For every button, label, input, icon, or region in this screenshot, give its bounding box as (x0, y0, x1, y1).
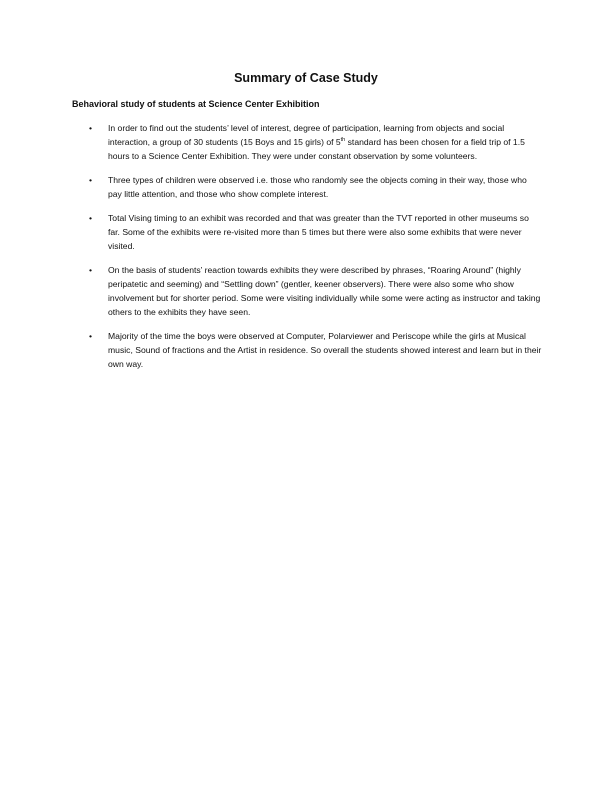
bullet-icon: • (89, 331, 93, 341)
bullet-text-part: standard has been chosen for a field trip of 1.5 hours to a Science Center Exhibition. They were under constant observation by some volunteers. (108, 137, 525, 161)
bullet-icon: • (89, 175, 93, 185)
bullet-icon: • (89, 123, 93, 133)
bullet-text: Majority of the time the boys were observed at Computer, Polarviewer and Periscope while the girls at Musical music, Sound of fractions and the Artist in residence. So overall the students showed interest and learn but in their own way. (108, 331, 542, 369)
bullet-text: Three types of children were observed i.e. those who randomly see the objects coming in their way, those who pay little attention, and those who show complete interest. (108, 175, 527, 199)
bullet-icon: • (89, 213, 93, 223)
list-item (72, 329, 542, 371)
bullet-list (72, 121, 542, 381)
bullet-icon: • (89, 265, 93, 275)
bullet-text: On the basis of students’ reaction towards exhibits they were described by phrases, “Roaring Around” (highly peripatetic and seeming) and “Settling down” (gentler, keener observers). There were also some who show involvement but for shorter period. Some were visiting individually while some were acting as instructor and taking others to the exhibits they have seen. (108, 265, 541, 317)
list-item (72, 121, 542, 163)
document-subtitle: Behavioral study of students at Science Center Exhibition (72, 99, 320, 109)
list-item (72, 263, 542, 319)
document-title: Summary of Case Study (234, 71, 378, 85)
bullet-text: Total Vising timing to an exhibit was recorded and that was greater than the TVT reported in other museums so far. Some of the exhibits were re-visited more than 5 times but there were also some exhibits that were never visited. (108, 213, 529, 251)
superscript-ordinal: th (340, 137, 346, 144)
bullet-text-part: In order to find out the students’ level of interest, degree of participation, learning from objects and social interaction, a group of 30 students (15 Boys and 15 girls) of 5 (108, 123, 505, 147)
list-item (72, 211, 542, 253)
list-item (72, 173, 542, 201)
